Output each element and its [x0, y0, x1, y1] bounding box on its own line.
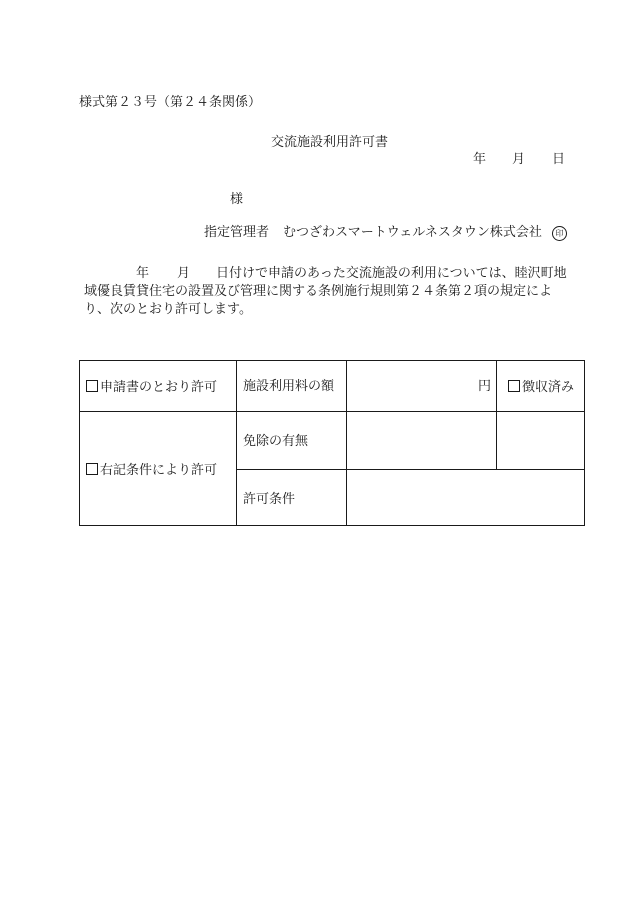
option-as-applied-label: 申請書のとおり許可: [100, 380, 218, 395]
document-title: 交流施設利用許可書: [271, 135, 389, 150]
issue-date-year: 年: [473, 152, 487, 167]
fee-label: 施設利用料の額: [243, 379, 335, 394]
issuer-label: 指定管理者: [204, 225, 270, 240]
checkbox-icon[interactable]: [86, 463, 98, 475]
body-line-2: 域優良賃貸住宅の設置及び管理に関する条例施行規則第２４条第２項の規定によ: [84, 284, 553, 299]
option-as-applied[interactable]: [86, 380, 217, 394]
issue-date: [0, 153, 630, 169]
permit-body-text: [84, 265, 586, 319]
table-divider: [236, 361, 237, 525]
body-line-3: り、次のとおり許可します。: [84, 302, 252, 317]
exemption-label: 免除の有無: [243, 434, 309, 449]
fee-collected-label: 徴収済み: [522, 380, 575, 395]
checkbox-icon[interactable]: [508, 380, 520, 392]
table-divider: [496, 361, 497, 469]
checkbox-icon[interactable]: [86, 380, 98, 392]
table-divider: [346, 361, 347, 525]
table-divider: [80, 411, 584, 412]
seal-icon: 印: [552, 226, 567, 241]
permit-table: [79, 360, 585, 526]
fee-unit: 円: [478, 379, 492, 394]
fee-collected[interactable]: [508, 380, 574, 394]
issue-date-month: 月: [512, 152, 526, 167]
table-divider: [236, 469, 584, 470]
option-with-conditions-label: 右記条件により許可: [100, 463, 218, 478]
form-number: 様式第２３号（第２４条関係）: [79, 95, 262, 110]
addressee-suffix: 様: [230, 192, 244, 207]
body-line-1-text: 日付けで申請のあった交流施設の利用については、睦沢町地: [216, 266, 567, 281]
issue-date-day: 日: [552, 152, 566, 167]
body-month: 月: [177, 266, 191, 281]
option-with-conditions[interactable]: [86, 463, 217, 477]
issuer-name: むつざわスマートウェルネスタウン株式会社: [283, 225, 542, 240]
conditions-label: 許可条件: [243, 492, 296, 507]
body-line-1: [84, 265, 586, 283]
body-year: 年: [136, 266, 150, 281]
issuer-line: [204, 226, 567, 241]
